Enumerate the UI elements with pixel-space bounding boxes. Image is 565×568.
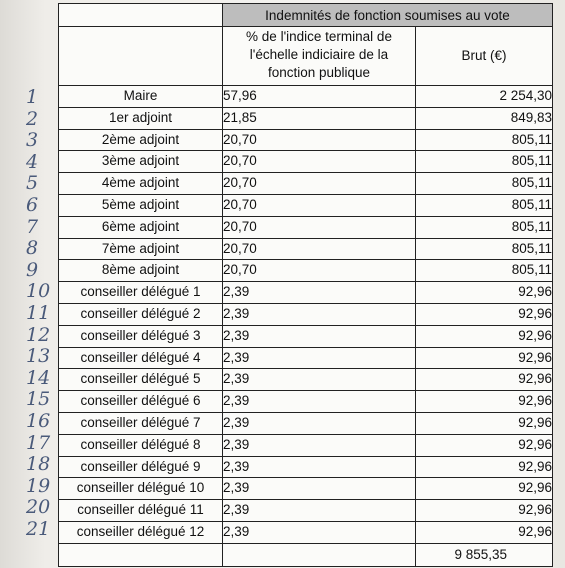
row-pct: 2,39 bbox=[223, 303, 416, 325]
handwritten-number: 3 bbox=[26, 129, 39, 152]
row-pct: 20,70 bbox=[223, 151, 416, 173]
total-blank-cell bbox=[223, 543, 416, 566]
row-pct: 2,39 bbox=[223, 412, 416, 434]
pct-header-line: fonction publique bbox=[267, 65, 371, 80]
row-brut: 805,11 bbox=[416, 129, 553, 151]
total-row bbox=[59, 543, 553, 566]
row-pct: 2,39 bbox=[223, 282, 416, 304]
label-column-header bbox=[59, 27, 223, 86]
brut-column-header: Brut (€) bbox=[416, 27, 553, 86]
table-row bbox=[59, 325, 553, 347]
row-pct: 2,39 bbox=[223, 500, 416, 522]
row-brut: 92,96 bbox=[416, 478, 553, 500]
row-pct: 20,70 bbox=[223, 260, 416, 282]
table-row bbox=[59, 500, 553, 522]
column-header-row bbox=[59, 27, 553, 86]
handwritten-number: 4 bbox=[26, 150, 39, 173]
handwritten-number: 20 bbox=[26, 496, 51, 519]
row-label: 5ème adjoint bbox=[59, 194, 223, 216]
row-label: conseiller délégué 9 bbox=[59, 456, 223, 478]
table-row bbox=[59, 303, 553, 325]
row-pct: 2,39 bbox=[223, 369, 416, 391]
handwritten-number: 6 bbox=[26, 194, 39, 216]
handwritten-number: 16 bbox=[26, 410, 51, 432]
row-brut: 805,11 bbox=[416, 260, 553, 282]
row-brut: 92,96 bbox=[416, 434, 553, 456]
row-pct: 2,39 bbox=[223, 391, 416, 413]
row-brut: 92,96 bbox=[416, 456, 553, 478]
row-pct: 2,39 bbox=[223, 456, 416, 478]
row-pct: 20,70 bbox=[223, 194, 416, 216]
row-label: 4ème adjoint bbox=[59, 173, 223, 195]
row-brut: 92,96 bbox=[416, 325, 553, 347]
row-label: 7ème adjoint bbox=[59, 238, 223, 260]
pct-header-line: l'échelle indiciaire de la bbox=[249, 47, 389, 62]
row-pct: 20,70 bbox=[223, 216, 416, 238]
table-row bbox=[59, 194, 553, 216]
row-pct: 2,39 bbox=[223, 325, 416, 347]
row-label: conseiller délégué 5 bbox=[59, 369, 223, 391]
row-brut: 92,96 bbox=[416, 282, 553, 304]
row-label: 2ème adjoint bbox=[59, 129, 223, 151]
table-row bbox=[59, 391, 553, 413]
handwritten-number: 10 bbox=[26, 280, 51, 303]
row-label: 3ème adjoint bbox=[59, 151, 223, 173]
handwritten-number: 18 bbox=[26, 453, 51, 476]
empty-corner-cell bbox=[59, 4, 223, 27]
row-label: conseiller délégué 2 bbox=[59, 303, 223, 325]
handwritten-number: 2 bbox=[26, 107, 39, 130]
total-value: 9 855,35 bbox=[416, 543, 553, 566]
table-row bbox=[59, 347, 553, 369]
handwritten-number: 12 bbox=[26, 323, 51, 346]
handwritten-number: 19 bbox=[26, 474, 51, 497]
table-row bbox=[59, 478, 553, 500]
table-title: Indemnités de fonction soumises au vote bbox=[223, 4, 553, 27]
indemnities-table bbox=[58, 3, 553, 567]
row-label: conseiller délégué 7 bbox=[59, 412, 223, 434]
handwritten-number: 21 bbox=[26, 518, 51, 540]
row-brut: 805,11 bbox=[416, 216, 553, 238]
table-row bbox=[59, 369, 553, 391]
row-label: 1er adjoint bbox=[59, 107, 223, 129]
handwritten-number: 14 bbox=[26, 366, 51, 389]
table-row bbox=[59, 107, 553, 129]
row-brut: 92,96 bbox=[416, 369, 553, 391]
row-brut: 92,96 bbox=[416, 412, 553, 434]
handwritten-number: 9 bbox=[26, 258, 39, 281]
handwritten-number: 5 bbox=[26, 172, 39, 195]
table-row bbox=[59, 260, 553, 282]
table-row bbox=[59, 434, 553, 456]
table-row bbox=[59, 173, 553, 195]
row-brut: 92,96 bbox=[416, 347, 553, 369]
row-label: conseiller délégué 6 bbox=[59, 391, 223, 413]
row-pct: 2,39 bbox=[223, 434, 416, 456]
row-label: conseiller délégué 10 bbox=[59, 478, 223, 500]
row-pct: 20,70 bbox=[223, 173, 416, 195]
row-label: conseiller délégué 8 bbox=[59, 434, 223, 456]
row-brut: 805,11 bbox=[416, 173, 553, 195]
table-title-row bbox=[59, 4, 553, 27]
pct-header-line: % de l'indice terminal de bbox=[246, 29, 392, 44]
table-row bbox=[59, 238, 553, 260]
row-label: 8ème adjoint bbox=[59, 260, 223, 282]
handwritten-number: 11 bbox=[26, 302, 51, 324]
row-label: conseiller délégué 12 bbox=[59, 521, 223, 543]
row-brut: 849,83 bbox=[416, 107, 553, 129]
row-label: conseiller délégué 4 bbox=[59, 347, 223, 369]
table-row bbox=[59, 456, 553, 478]
row-label: conseiller délégué 11 bbox=[59, 500, 223, 522]
handwritten-number: 8 bbox=[26, 237, 39, 260]
row-brut: 92,96 bbox=[416, 500, 553, 522]
row-brut: 2 254,30 bbox=[416, 86, 553, 108]
row-label: 6ème adjoint bbox=[59, 216, 223, 238]
row-label: conseiller délégué 1 bbox=[59, 282, 223, 304]
table-row bbox=[59, 521, 553, 543]
table-row bbox=[59, 412, 553, 434]
row-pct: 2,39 bbox=[223, 521, 416, 543]
row-brut: 805,11 bbox=[416, 238, 553, 260]
handwritten-number: 17 bbox=[26, 431, 51, 454]
total-blank-cell bbox=[59, 543, 223, 566]
handwritten-number: 7 bbox=[26, 215, 39, 238]
row-brut: 92,96 bbox=[416, 391, 553, 413]
handwritten-number: 1 bbox=[26, 86, 39, 108]
handwritten-number: 15 bbox=[26, 388, 51, 411]
table-body bbox=[59, 86, 553, 544]
row-label: Maire bbox=[59, 86, 223, 108]
pct-column-header bbox=[223, 27, 416, 86]
handwritten-number: 13 bbox=[26, 345, 51, 368]
table-row bbox=[59, 86, 553, 108]
table-row bbox=[59, 282, 553, 304]
row-pct: 20,70 bbox=[223, 238, 416, 260]
table-row bbox=[59, 151, 553, 173]
row-pct: 21,85 bbox=[223, 107, 416, 129]
table-row bbox=[59, 129, 553, 151]
row-brut: 92,96 bbox=[416, 521, 553, 543]
row-pct: 2,39 bbox=[223, 347, 416, 369]
row-pct: 2,39 bbox=[223, 478, 416, 500]
row-brut: 805,11 bbox=[416, 151, 553, 173]
table-row bbox=[59, 216, 553, 238]
handwritten-row-numbers bbox=[22, 0, 58, 568]
row-pct: 20,70 bbox=[223, 129, 416, 151]
row-brut: 805,11 bbox=[416, 194, 553, 216]
row-pct: 57,96 bbox=[223, 86, 416, 108]
row-label: conseiller délégué 3 bbox=[59, 325, 223, 347]
row-brut: 92,96 bbox=[416, 303, 553, 325]
